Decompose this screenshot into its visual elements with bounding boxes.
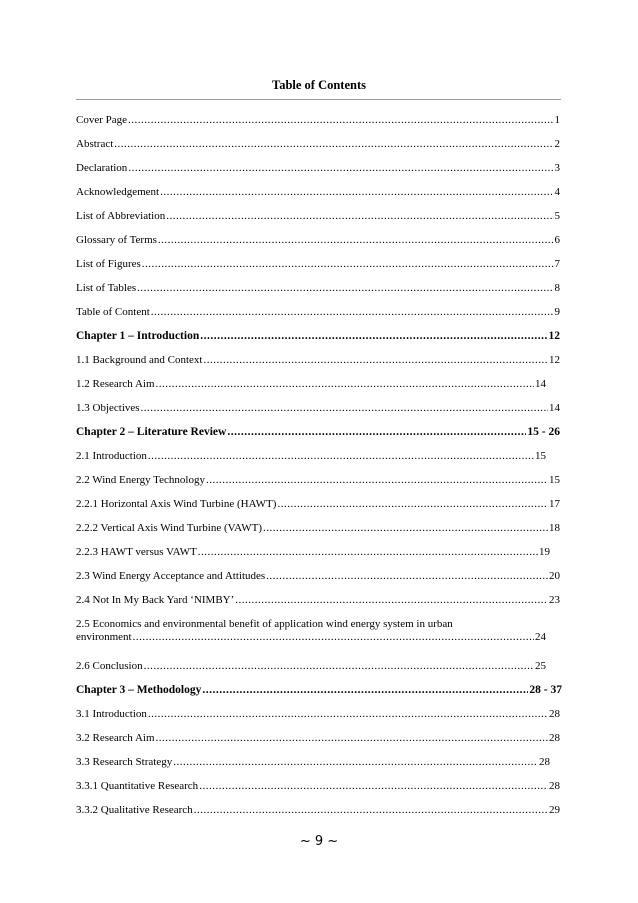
toc-entry-page: 28 xyxy=(549,780,560,792)
toc-entry-page: 14 xyxy=(549,402,560,414)
dot-leader xyxy=(137,282,553,295)
toc-entry xyxy=(76,234,560,247)
toc-entry-text: List of Abbreviation xyxy=(76,210,166,222)
toc-entry xyxy=(76,354,560,367)
toc-entry-text: Chapter 2 – Literature Review xyxy=(76,426,227,438)
toc-entry-text: Cover Page xyxy=(76,114,128,126)
toc-entry xyxy=(76,282,560,295)
toc-entry-page: 28 xyxy=(549,708,560,720)
toc-entry xyxy=(76,474,560,487)
toc-entry-text: List of Figures xyxy=(76,258,141,270)
dot-leader xyxy=(148,708,548,721)
toc-entry-page: 2 xyxy=(554,138,560,150)
toc-entry xyxy=(76,138,560,151)
dot-leader xyxy=(166,210,553,223)
toc-entry-page: 8 xyxy=(554,282,560,294)
toc-entry-page: 14 xyxy=(535,378,546,390)
toc-entry-text: 3.1 Introduction xyxy=(76,708,147,720)
toc-entry xyxy=(76,660,546,673)
page-number: ~ 9 ~ xyxy=(299,834,339,849)
dot-leader xyxy=(200,330,547,343)
toc-entry-page: 12 xyxy=(549,354,560,366)
dot-leader xyxy=(227,426,526,439)
toc-entry xyxy=(76,258,560,271)
toc-entry xyxy=(76,402,560,415)
dot-leader xyxy=(194,804,548,817)
toc-entry xyxy=(76,498,560,511)
toc-entry-text: 3.3 Research Strategy xyxy=(76,756,173,768)
toc-entry-text: 2.2 Wind Energy Technology xyxy=(76,474,205,486)
toc-entry-text: 3.3.2 Qualitative Research xyxy=(76,804,193,816)
toc-entry-text: Chapter 1 – Introduction xyxy=(76,330,200,342)
toc-entry-page: 28 - 37 xyxy=(529,684,562,696)
toc-entry-text: 2.3 Wind Energy Acceptance and Attitudes xyxy=(76,570,266,582)
dot-leader xyxy=(156,732,548,745)
dot-leader xyxy=(199,780,548,793)
toc-chapter-heading xyxy=(76,426,560,439)
dot-leader xyxy=(128,162,553,175)
toc-entry-page: 1 xyxy=(554,114,560,126)
toc-entry-page: 15 xyxy=(549,474,560,486)
toc-entry-text: 2.2.2 Vertical Axis Wind Turbine (VAWT) xyxy=(76,522,262,534)
toc-chapter-heading xyxy=(76,684,562,697)
dot-leader xyxy=(277,498,548,511)
dot-leader xyxy=(173,756,538,769)
toc-entry xyxy=(76,546,550,559)
toc-entry-text: 2.6 Conclusion xyxy=(76,660,143,672)
dot-leader xyxy=(198,546,538,559)
dot-leader xyxy=(156,378,534,391)
toc-title: Table of Contents xyxy=(272,78,366,92)
toc-entry-page: 15 - 26 xyxy=(527,426,560,438)
toc-entry xyxy=(76,594,560,607)
dot-leader xyxy=(142,258,554,271)
toc-entry-text: 2.1 Introduction xyxy=(76,450,147,462)
toc-entry-text-continued: environment xyxy=(76,631,132,643)
dot-leader xyxy=(235,594,548,607)
toc-entry-text: Table of Content xyxy=(76,306,150,318)
toc-entry-page: 19 xyxy=(539,546,550,558)
toc-entry-page: 17 xyxy=(549,498,560,510)
toc-entry xyxy=(76,780,560,793)
dot-leader xyxy=(206,474,548,487)
toc-entry-page: 15 xyxy=(535,450,546,462)
toc-entry-text: 3.3.1 Quantitative Research xyxy=(76,780,199,792)
toc-entry-page: 23 xyxy=(549,594,560,606)
toc-entry-text: 2.5 Economics and environmental benefit of application wind energy system in urban xyxy=(76,618,453,630)
dot-leader xyxy=(263,522,548,535)
toc-entry-text: 2.2.3 HAWT versus VAWT xyxy=(76,546,197,558)
toc-entry-text: 1.2 Research Aim xyxy=(76,378,155,390)
toc-entry xyxy=(76,732,560,745)
toc-entry-page: 6 xyxy=(554,234,560,246)
toc-entry xyxy=(76,522,560,535)
toc-entry-text: 2.4 Not In My Back Yard ‘NIMBY’ xyxy=(76,594,235,606)
toc-entry-page: 25 xyxy=(535,660,546,672)
toc-entry-page: 7 xyxy=(554,258,560,270)
toc-entry-text: List of Tables xyxy=(76,282,137,294)
toc-entry xyxy=(76,618,560,644)
dot-leader xyxy=(148,450,534,463)
toc-entry xyxy=(76,210,560,223)
dot-leader xyxy=(158,234,554,247)
toc-entry-text: Acknowledgement xyxy=(76,186,160,198)
toc-chapter-heading xyxy=(76,330,560,343)
dot-leader xyxy=(266,570,548,583)
toc-entry xyxy=(76,306,560,319)
toc-entry-page: 5 xyxy=(554,210,560,222)
toc-entry xyxy=(76,162,560,175)
dot-leader xyxy=(203,354,548,367)
toc-entry-page: 20 xyxy=(549,570,560,582)
toc-entry-text: Glossary of Terms xyxy=(76,234,157,246)
toc-entry xyxy=(76,114,560,127)
toc-entry-text: 2.2.1 Horizontal Axis Wind Turbine (HAWT) xyxy=(76,498,277,510)
toc-entry-page: 24 xyxy=(535,631,546,643)
dot-leader xyxy=(151,306,554,319)
toc-entry-page: 28 xyxy=(549,732,560,744)
toc-entry xyxy=(76,450,546,463)
toc-entry xyxy=(76,708,560,721)
toc-entry-page: 29 xyxy=(549,804,560,816)
toc-entry-text: Abstract xyxy=(76,138,114,150)
dot-leader xyxy=(128,114,553,127)
toc-entry xyxy=(76,570,560,583)
toc-entry xyxy=(76,756,550,769)
toc-entry-page: 18 xyxy=(549,522,560,534)
toc-entry-page: 4 xyxy=(554,186,560,198)
dot-leader xyxy=(114,138,553,151)
toc-entry xyxy=(76,804,560,817)
toc-entry-page: 28 xyxy=(539,756,550,768)
toc-entry-text: Declaration xyxy=(76,162,128,174)
toc-entry xyxy=(76,186,560,199)
toc-entry-page: 3 xyxy=(554,162,560,174)
dot-leader xyxy=(141,402,548,415)
dot-leader xyxy=(144,660,534,673)
toc-entry-text: Chapter 3 – Methodology xyxy=(76,684,202,696)
dot-leader xyxy=(160,186,553,199)
toc-entry-text: 3.2 Research Aim xyxy=(76,732,155,744)
toc-entry-page: 9 xyxy=(554,306,560,318)
toc-entry-text: 1.1 Background and Context xyxy=(76,354,203,366)
toc-entry-page: 12 xyxy=(548,330,560,342)
dot-leader xyxy=(133,631,534,644)
toc-entry-text: 1.3 Objectives xyxy=(76,402,140,414)
toc-entry xyxy=(76,378,546,391)
dot-leader xyxy=(202,684,528,697)
